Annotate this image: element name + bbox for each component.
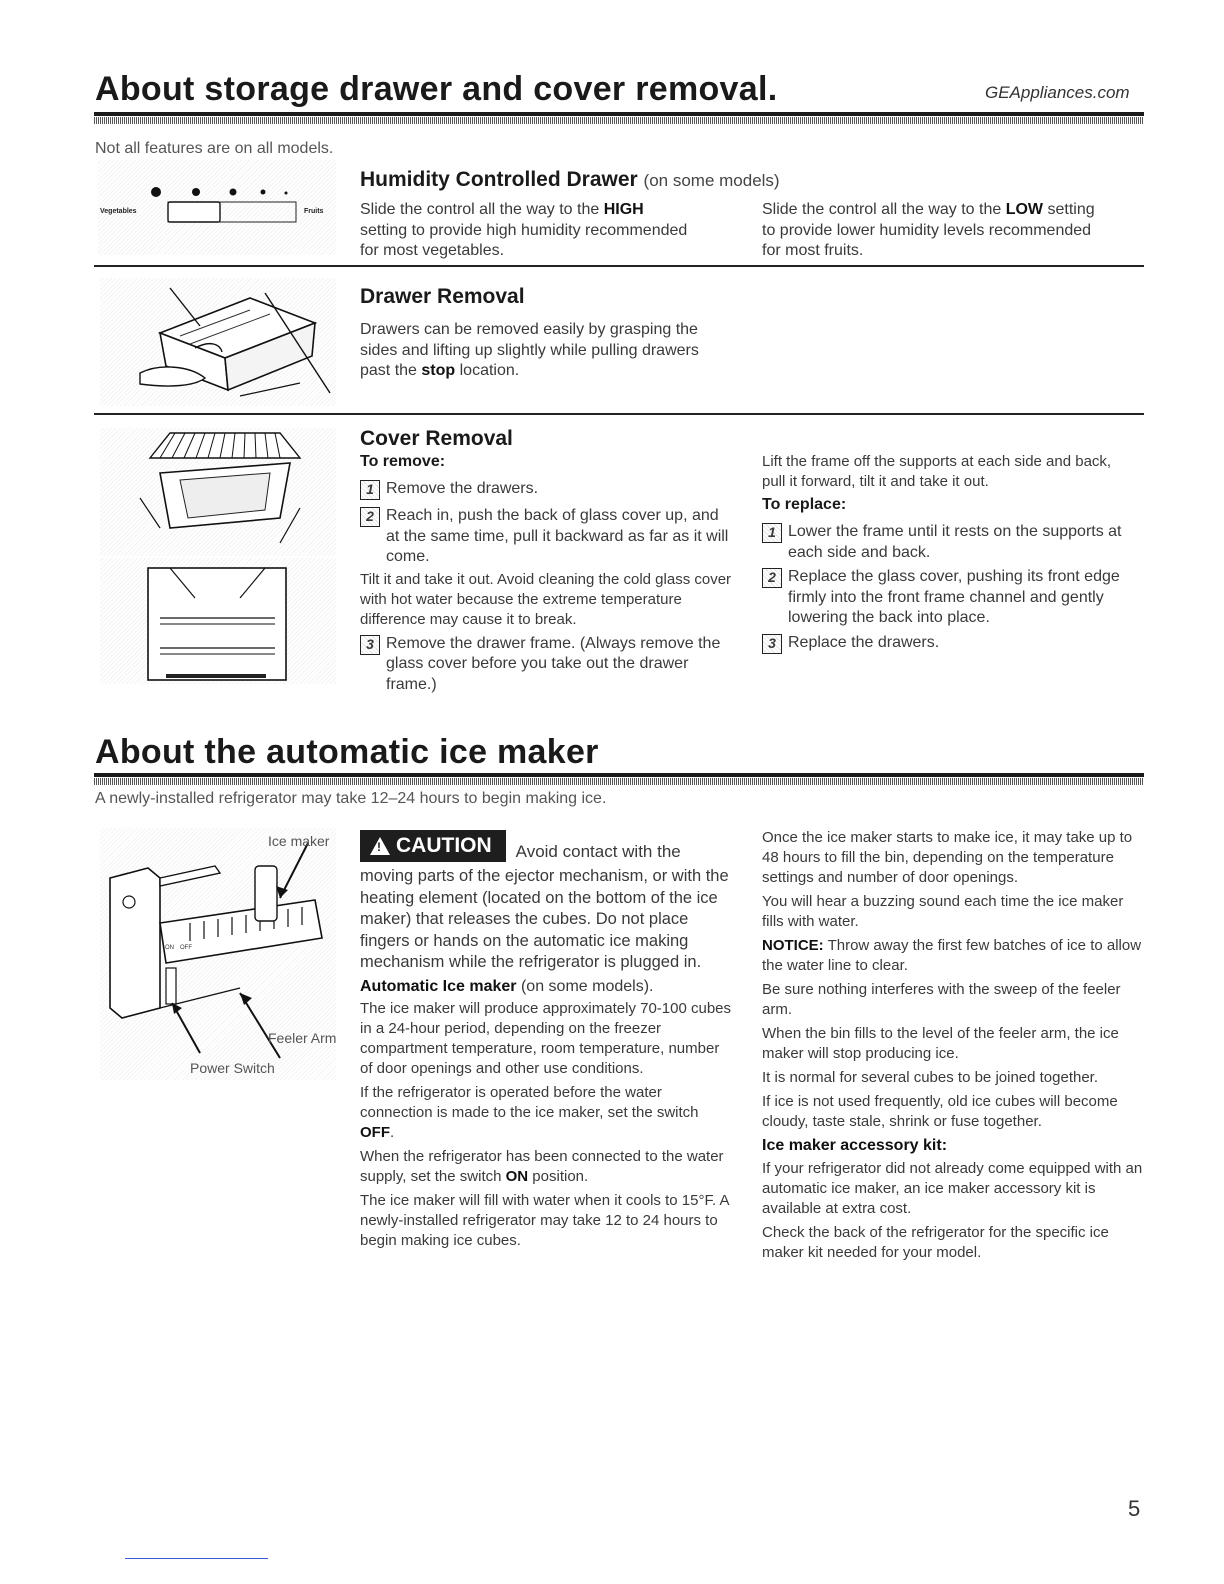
humidity-high-text-1: Slide the control all the way to the — [360, 201, 600, 218]
switch-off-text: If the refrigerator is operated before the water connection is made to the ice maker, set the switch OFF. — [360, 1084, 699, 1141]
title-rule — [94, 112, 1144, 116]
drawer-removal-text — [360, 320, 720, 382]
caution-header — [360, 830, 735, 862]
ice-paragraph-5: When the bin fills to the level of the feeler arm, the ice maker will stop producing ice. — [762, 1025, 1119, 1062]
switch-on-bold: ON — [505, 1168, 529, 1185]
switch-label-off: OFF — [180, 945, 192, 951]
notice-text: Throw away the first few batches of ice to allow the water line to clear. — [762, 937, 1142, 974]
humidity-high-text — [360, 200, 690, 262]
drawer-removal-text-2: location. — [459, 362, 520, 379]
step-number-1: 1 — [360, 480, 380, 500]
caution-block — [360, 830, 735, 1251]
replace-step-3-text: Replace the drawers. — [788, 633, 940, 651]
ice-paragraph-8: If your refrigerator did not already come equipped with an automatic ice maker, an ice maker accessory kit is available at extra cost. — [762, 1159, 1143, 1217]
step-number-2: 2 — [360, 507, 380, 527]
intro-text: Not all features are on all models. — [95, 140, 334, 157]
slider-label-fruits: Fruits — [304, 208, 324, 215]
humidity-high-bold: HIGH — [603, 201, 644, 218]
switch-off-text-1: If the refrigerator is operated before the water connection is made to the ice maker, set the switch — [360, 1084, 699, 1121]
ice-title-rule — [94, 773, 1144, 777]
caution-text: moving parts of the ejector mechanism, or with the heating element (located on the bottom of the ice maker) that releases the cubes. Do not place fingers or hands on the automatic ice making mechanism while the refrigerator is plugged in. — [360, 867, 729, 971]
website-label: GEAppliances.com — [985, 83, 1130, 102]
caution-first-line: Avoid contact with the — [515, 841, 681, 861]
cover-remove-steps — [360, 476, 732, 697]
humidity-low-bold: LOW — [1005, 201, 1044, 218]
notice-label: NOTICE: — [762, 937, 824, 954]
ice-paragraph-4: Be sure nothing interferes with the sweep of the feeler arm. — [762, 981, 1121, 1018]
ice-paragraph-6: It is normal for several cubes to be joined together. — [762, 1069, 1099, 1086]
ice-paragraph-2: You will hear a buzzing sound each time the ice maker fills with water. — [762, 893, 1124, 930]
humidity-low-text-2: setting to provide lower humidity levels recommended for most fruits. — [762, 201, 1095, 259]
ice-paragraph-7: If ice is not used frequently, old ice cubes will become cloudy, taste stale, shrink or fuse together. — [762, 1093, 1118, 1130]
switch-off-bold: OFF — [360, 1124, 390, 1141]
step-number-3: 3 — [360, 635, 380, 655]
replace-number-3: 3 — [762, 634, 782, 654]
replace-step-1 — [762, 522, 1124, 563]
ice-paragraph-1: Once the ice maker starts to make ice, it may take up to 48 hours to fill the bin, depending on the temperature settings and number of door openings. — [762, 829, 1133, 886]
remove-step-2-text: Reach in, push the back of glass cover up, and at the same time, pull it backward as far as it will come. — [386, 507, 729, 565]
page-number: 5 — [1128, 1496, 1141, 1521]
humidity-low-text — [762, 200, 1102, 262]
remove-step-3-text: Remove the drawer frame. (Always remove the glass cover before you take out the drawer frame.) — [386, 634, 721, 693]
page-title: About storage drawer and cover removal. — [95, 70, 778, 108]
drawer-removal-text-1: Drawers can be removed easily by grasping the sides and lifting up slightly while pulling drawers past the — [360, 321, 699, 379]
remove-step-1-text: Remove the drawers. — [386, 480, 539, 497]
tilt-text: Tilt it and take it out. Avoid cleaning the cold glass cover with hot water because the extreme temperature difference may cause it to break. — [360, 570, 732, 628]
title-rule-hatch — [94, 117, 1144, 124]
ice-intro-text: A newly-installed refrigerator may take 12–24 hours to begin making ice. — [95, 790, 607, 807]
caution-badge — [360, 830, 506, 862]
ice-title-rule-hatch — [94, 778, 1144, 785]
cover-removal-title: Cover Removal — [360, 427, 513, 450]
remove-step-3 — [360, 634, 732, 696]
slider-label-vegetables: Vegetables — [100, 208, 137, 215]
humidity-low-text-1: Slide the control all the way to the — [762, 201, 1002, 218]
remove-step-1 — [360, 479, 732, 500]
humidity-title: Humidity Controlled Drawer — [360, 168, 638, 191]
auto-ice-maker-note: (on some models). — [520, 977, 654, 995]
ice-right-column — [762, 828, 1144, 1263]
section-divider-1 — [94, 265, 1144, 267]
to-remove-heading: To remove: — [360, 453, 446, 470]
replace-step-3 — [762, 633, 1124, 654]
humidity-high-text-2: setting to provide high humidity recommended for most vegetables. — [360, 221, 688, 259]
accessory-kit-heading: Ice maker accessory kit: — [762, 1137, 948, 1154]
drawer-removal-bold: stop — [421, 362, 456, 379]
cover-replace-steps — [762, 519, 1124, 656]
lift-text: Lift the frame off the supports at each side and back, pull it forward, tilt it and take it out. — [762, 453, 1112, 490]
cover-removal-illustration-bottom — [100, 558, 336, 684]
footer-line — [125, 1558, 268, 1559]
auto-ice-maker-title: Automatic Ice maker — [360, 977, 517, 995]
replace-step-2 — [762, 567, 1124, 629]
humidity-heading — [360, 168, 780, 192]
fill-text: The ice maker will fill with water when it cools to 15°F. A newly-installed refrigerator may take 12 to 24 hours to begin making ice cubes. — [360, 1192, 729, 1249]
section-divider-2 — [94, 413, 1144, 415]
auto-ice-maker-heading — [360, 977, 735, 998]
switch-on-text-2: position. — [532, 1168, 589, 1185]
figure-label-ice-maker: Ice maker — [268, 833, 330, 849]
ice-maker-title: About the automatic ice maker — [95, 733, 599, 771]
drawer-removal-illustration — [100, 278, 336, 406]
figure-label-power-switch: Power Switch — [190, 1060, 275, 1076]
switch-on-text — [360, 1147, 735, 1187]
drawer-removal-title: Drawer Removal — [360, 285, 525, 308]
ice-paragraph-9: Check the back of the refrigerator for the specific ice maker kit needed for your model. — [762, 1223, 1109, 1261]
figure-label-feeler-arm: Feeler Arm — [268, 1030, 337, 1046]
to-replace-heading: To replace: — [762, 496, 847, 513]
switch-on-text-1: When the refrigerator has been connected to the water supply, set the switch — [360, 1148, 724, 1185]
auto-ice-maker-text: The ice maker will produce approximately 70-100 cubes in a 24-hour period, depending on the freezer compartment temperature, room temperature, number of door openings and other use conditions. — [360, 1000, 732, 1077]
replace-step-2-text: Replace the glass cover, pushing its front edge firmly into the front frame channel and gently lowering the back into place. — [788, 568, 1120, 626]
ice-notice — [762, 936, 1144, 976]
replace-number-1: 1 — [762, 523, 782, 543]
humidity-title-note: (on some models) — [643, 171, 780, 190]
caution-label: CAUTION — [396, 834, 492, 857]
warning-triangle-icon: ! — [370, 837, 390, 855]
switch-label-on: ON — [165, 945, 174, 951]
replace-number-2: 2 — [762, 568, 782, 588]
replace-step-1-text: Lower the frame until it rests on the supports at each side and back. — [788, 523, 1122, 561]
cover-removal-illustration-top — [100, 428, 336, 556]
remove-step-2 — [360, 506, 732, 568]
